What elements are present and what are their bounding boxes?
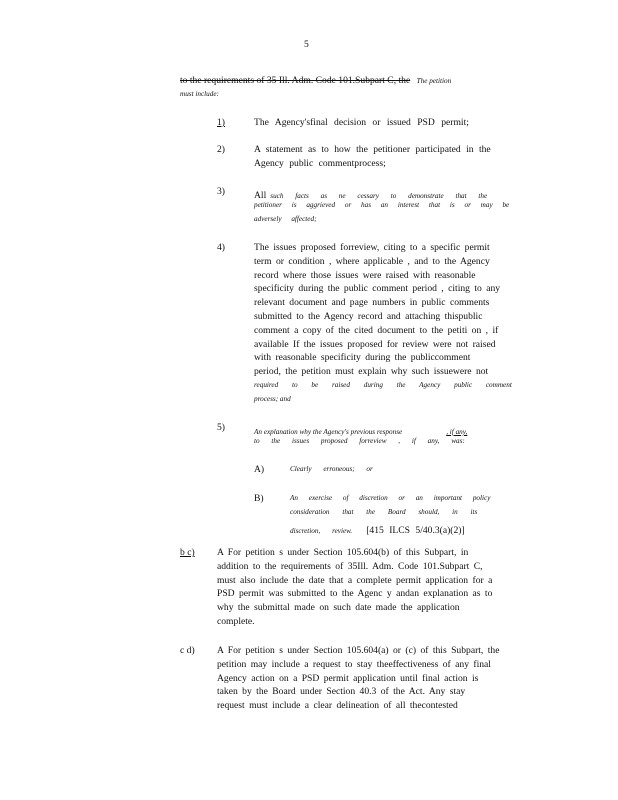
page-number: 5 [304,39,309,50]
subitem-text: An exercise of discretion or an important policy [290,494,491,502]
item-number: 2) [217,144,225,155]
item-line: relevant document and page numbers in public comments [254,297,490,309]
item-line: required to be raised during the Agency public comment [254,380,512,389]
item-line: record where those issues were raised with reasonable [254,269,476,281]
item-number: 4) [217,242,225,253]
item-italic: adversely affected; [254,215,317,223]
paragraph-line: request must include a clear delineation of all thecontested [217,700,458,712]
subitem-italic: discretion, review. [290,527,353,535]
item-italic: An explanation why the Agency's previous response [254,428,403,436]
paragraph-label: b c) [180,547,195,558]
item-italic: such facts as ne cessary to demonstrate that the [270,192,488,200]
item-italic: petitioner is aggrieved or has an interest that is or may be [254,201,510,209]
intro-italic: The petition [416,77,452,85]
item-text: Agency public commentprocess; [254,158,386,169]
item-4-body [254,241,536,407]
paragraph-line: Agency action on a PSD permit application until final action is [217,672,479,684]
subitem-text [290,520,465,538]
intro-line-2: must include: [180,90,219,98]
item-line: comment a copy of the cited document to the petiti on , if [254,324,499,336]
item-line: with reasonable specificity during the publiccomment [254,352,471,364]
struck-text: to the requirements of 35 Ill. Adm. Code 101.Subpart C, the [180,75,411,86]
paragraph-line: why the submittal made on such date made the application [217,602,460,614]
paragraph-line: must also include the date that a complete permit application for a [217,574,493,586]
subitem-label: B) [254,493,264,504]
item-line: specificity during the public comment period , citing to any [254,283,501,295]
subitem-label: A) [254,464,265,475]
item-line: The issues proposed forreview, citing to a specific permit [254,242,490,253]
paragraph-line: petition may include a request to stay theeffectiveness of any final [217,658,491,670]
item-line: process; and [254,394,291,403]
item-line: submitted to the Agency record and attaching thispublic [254,310,483,322]
item-line: available If the issues proposed for review were not raised [254,338,496,350]
paragraph-label: c d) [180,645,195,656]
paragraph-line: PSD permit was submitted to the Agenc y andan explanation as to [217,588,493,600]
item-italic: to the issues proposed forreview , if any, was: [254,437,465,445]
item-text: A statement as to how the petitioner participated in the [254,144,491,155]
intro-line-1 [180,74,451,89]
paragraph-line: A For petition s under Section 105.604(b) of this Subpart, in [217,547,469,558]
subitem-text: Clearly erroneous; or [290,465,373,473]
item-line: term or condition , where applicable , and to the Agency [254,255,490,267]
citation: [415 ILCS 5/40.3(a)(2)] [366,525,465,536]
item-lead: All [254,190,267,201]
item-line: period, the petition must explain why such issuewere not [254,366,489,378]
item-italic-tail: , if any, [446,428,468,436]
item-number: 5) [217,422,225,433]
paragraph-line: A For petition s under Section 105.604(a) or (c) of this Subpart, the [217,645,500,656]
paragraph-c [217,546,537,629]
item-text: The Agency'sfinal decision or issued PSD permit; [254,117,469,128]
paragraph-line: addition to the requirements of 35Ill. Adm. Code 101.Subpart C, [217,560,483,572]
subitem-text: consideration that the Board should, in its [290,508,478,516]
paragraph-line: taken by the Board under Section 40.3 of the Act. Any stay [217,686,466,698]
paragraph-d [217,644,537,713]
paragraph-line: complete. [217,615,255,627]
item-number: 3) [217,186,225,197]
item-number: 1) [217,117,225,128]
